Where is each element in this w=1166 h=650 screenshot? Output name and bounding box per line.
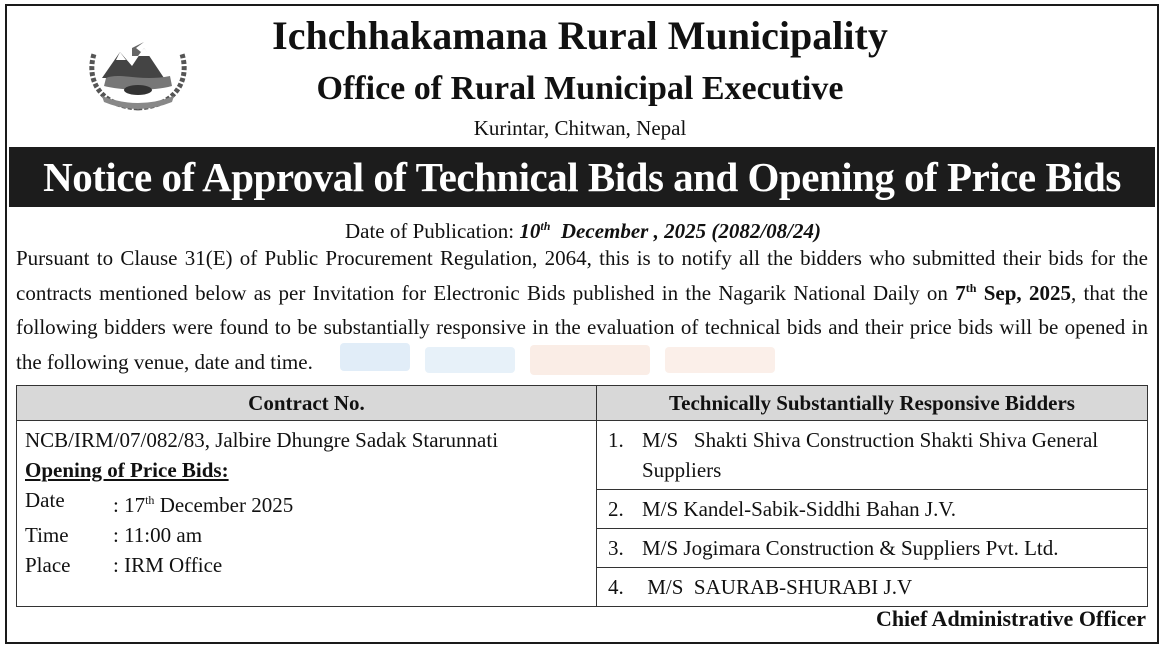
publication-day: 10 xyxy=(519,219,541,243)
bidder-number: 4. xyxy=(608,575,624,599)
place-value: : IRM Office xyxy=(113,553,223,577)
date-suffix: th xyxy=(145,493,155,507)
bidder-3 xyxy=(598,530,1146,566)
office-name: Office of Rural Municipal Executive xyxy=(316,70,844,107)
bidder-name: M/S Jogimara Construction & Suppliers Pvt. Ltd. xyxy=(642,536,1059,560)
body-date-day: 7 xyxy=(955,280,966,305)
publication-label: Date of Publication: xyxy=(344,219,515,243)
organization-name: Ichchhakamana Rural Municipality xyxy=(272,13,888,58)
date-rest: December 2025 xyxy=(154,493,294,517)
body-part-1: Pursuant to Clause 31(E) of Public Procurement Regulation, 2064, this is to notify all the bidders who submitted their bids for the contracts mentioned below as per Invitation for Electronic Bids published in the Nagarik National Daily on xyxy=(16,246,1148,305)
contract-header: Contract No. xyxy=(17,386,597,421)
contract-details xyxy=(17,421,597,607)
contract-number: NCB/IRM/07/082/83, Jalbire Dhungre Sadak Starunnati xyxy=(25,428,499,452)
bidder-name: M/S Kandel-Sabik-Siddhi Bahan J.V. xyxy=(642,497,957,521)
nepal-government-emblem-icon xyxy=(80,20,196,116)
bidder-cell-1 xyxy=(597,421,1148,490)
bidder-name: M/S SAURAB-SHURABI J.V xyxy=(642,575,913,599)
publication-date xyxy=(0,213,1166,244)
bidder-name: M/S Shakti Shiva Construction Shakti Shiva General Suppliers xyxy=(642,428,1104,482)
bidder-2 xyxy=(598,491,1146,527)
notice-title: Notice of Approval of Technical Bids and Opening of Price Bids xyxy=(9,147,1155,207)
bidder-cell-3 xyxy=(597,529,1148,568)
bidder-cell-4 xyxy=(597,568,1148,607)
bidder-number: 3. xyxy=(608,536,624,560)
body-date-suffix: th xyxy=(965,280,977,295)
publication-month-year: December , 2025 (2082/08/24) xyxy=(560,219,822,243)
signature: Chief Administrative Officer xyxy=(875,606,1146,631)
publication-day-suffix: th xyxy=(540,219,551,233)
bidder-number: 2. xyxy=(608,497,624,521)
time-label: Time xyxy=(25,523,69,547)
date-label: Date xyxy=(25,488,65,512)
opening-date-row xyxy=(25,485,588,520)
bidders-header: Technically Substantially Responsive Bidders xyxy=(597,386,1148,421)
bidder-4 xyxy=(598,569,1146,605)
body-date-rest: Sep, 2025 xyxy=(976,280,1071,305)
time-value: : 11:00 am xyxy=(113,523,203,547)
opening-time-row xyxy=(25,520,588,550)
date-prefix: : 17 xyxy=(113,493,146,517)
body-part-2: , that the following bidders were found to be substantially responsive in the evaluation of technical bids and their price bids will be opened in the following venue, date and time. xyxy=(16,280,1149,374)
place-label: Place xyxy=(25,553,71,577)
opening-place-row xyxy=(25,550,588,580)
bidder-number: 1. xyxy=(608,428,624,452)
opening-label: Opening of Price Bids: xyxy=(25,458,229,482)
bidder-cell-2 xyxy=(597,490,1148,529)
bidder-1 xyxy=(598,422,1146,488)
notice-body xyxy=(16,241,1148,379)
date-value xyxy=(113,485,293,520)
bids-table xyxy=(16,385,1148,607)
office-address: Kurintar, Chitwan, Nepal xyxy=(473,116,687,140)
